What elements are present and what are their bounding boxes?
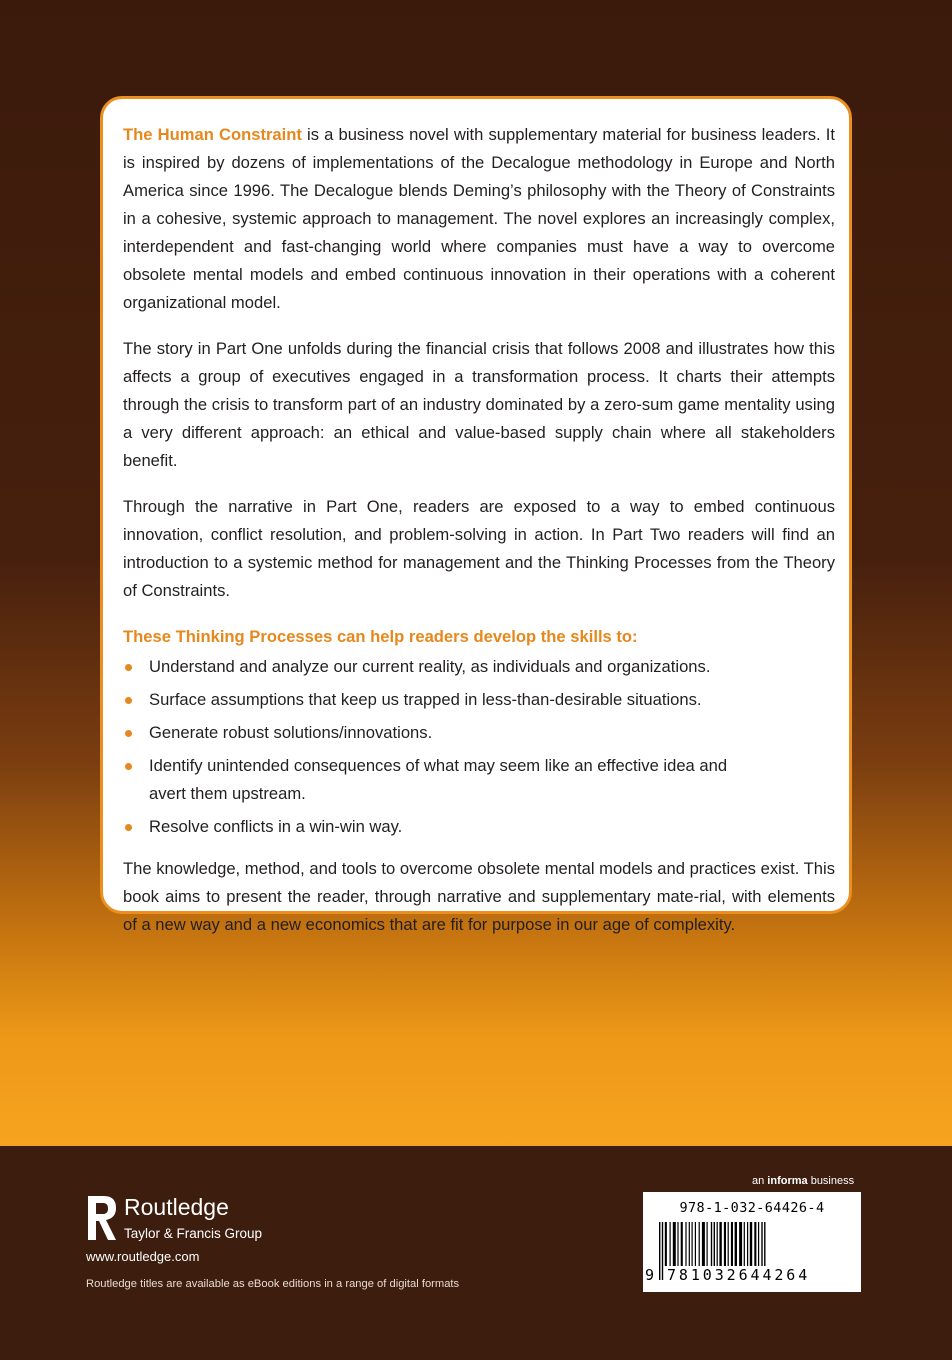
barcode-bar [744,1222,745,1266]
barcode-bar [662,1222,663,1280]
intro-paragraph [123,121,835,317]
isbn-text: 978-1-032-64426-4 [679,1200,825,1216]
isbn-digits: 781032644264 [667,1266,857,1284]
closing-paragraph: The knowledge, method, and tools to overcome obsolete mental models and practices exist. This book aims to present the reader, through narrative and supplementary mate-rial, with elements of a new way and a new economics that are fit for purpose in our age of complexity. [123,859,835,934]
informa-suffix: business [807,1175,855,1187]
barcode-bar [699,1222,700,1266]
barcode-bar [758,1222,759,1266]
publisher-group: Taylor & Francis Group [124,1226,263,1241]
informa-prefix: an [752,1175,768,1187]
bullet-icon [125,763,132,770]
narrative-paragraph: Through the narrative in Part One, readers are exposed to a way to embed continuous innovation, conflict resolution, and problem-solving in action. In Part Two readers will find an introduction to a systemic method for management and the Thinking Processes from the Theory of Constraints. [123,497,835,600]
bullet-icon [125,730,132,737]
barcode-bar [685,1222,686,1266]
intro-text: is a business novel with supplementary material for business leaders. It is inspired by dozens of implementations of the Decalogue methodology in Europe and North America since 1996. The Decalogue blends Deming’s philosophy with the Theory of Constraints in a cohesive, systemic approach to management. The novel explores an increasingly complex, interdependent and fast-changing world where companies must have a way to overcome obsolete mental models and embed continuous innovation in their operations with a coherent organizational model. [123,125,835,312]
barcode-bar [695,1222,696,1266]
publisher-website: www.routledge.com [86,1249,200,1264]
barcode-bar [702,1222,705,1266]
barcode-bar [717,1222,718,1266]
barcode-bar [719,1222,721,1266]
barcode-bar [747,1222,748,1266]
description-panel [100,96,852,934]
skill-item [123,813,835,841]
barcode-bar [739,1222,742,1266]
skill-text: Understand and analyze our current reality, as individuals and organizations. [149,657,711,676]
barcode-bar [724,1222,726,1266]
informa-business-label [752,1175,854,1187]
part-one-paragraph: The story in Part One unfolds during the financial crisis that follows 2008 and illustrates how this affects a group of executives engaged in a transformation process. It charts their attempts through the crisis to transform part of an industry dominated by a zero-sum game mentality using a very different approach: an ethical and value-based supply chain where all stakeholders benefit. [123,339,835,470]
barcode-bar [665,1222,667,1266]
skill-text: Generate robust solutions/innovations. [149,723,433,742]
barcode-bar [659,1222,660,1280]
bullet-icon [125,824,132,831]
publisher-name: Routledge [124,1194,229,1220]
barcode-bar [731,1222,733,1266]
barcode-bar [728,1222,729,1266]
routledge-r-icon [86,1194,118,1242]
barcode-bar [754,1222,756,1266]
isbn-first-digit: 9 [645,1266,655,1284]
skills-list [123,653,835,841]
barcode-bar [707,1222,708,1266]
bullet-icon [125,697,132,704]
book-title-highlight: The Human Constraint [123,125,302,144]
skill-text: Surface assumptions that keep us trapped in less-than-desirable situations. [149,690,702,709]
informa-bold: informa [767,1175,808,1187]
skill-item [123,686,835,714]
skills-heading: These Thinking Processes can help readers develop the skills to: [123,627,638,646]
skill-item [123,653,835,681]
barcode-bar [681,1222,683,1266]
barcode-bar [735,1222,737,1266]
skill-item [123,719,835,747]
bullet-icon [125,664,132,671]
barcode-bar [673,1222,676,1266]
skill-item [123,752,835,808]
skill-text: Resolve conflicts in a win-win way. [149,817,403,836]
barcode-bar [677,1222,678,1266]
skill-text: Identify unintended consequences of what may seem like an effective idea and avert them upstream. [149,756,728,803]
barcode-bar [692,1222,693,1266]
barcode-bar [750,1222,752,1266]
isbn-barcode [643,1192,861,1292]
barcode-bar [689,1222,690,1266]
barcode-bar [670,1222,671,1266]
ebook-formats-note: Routledge titles are available as eBook editions in a range of digital formats [86,1278,460,1290]
